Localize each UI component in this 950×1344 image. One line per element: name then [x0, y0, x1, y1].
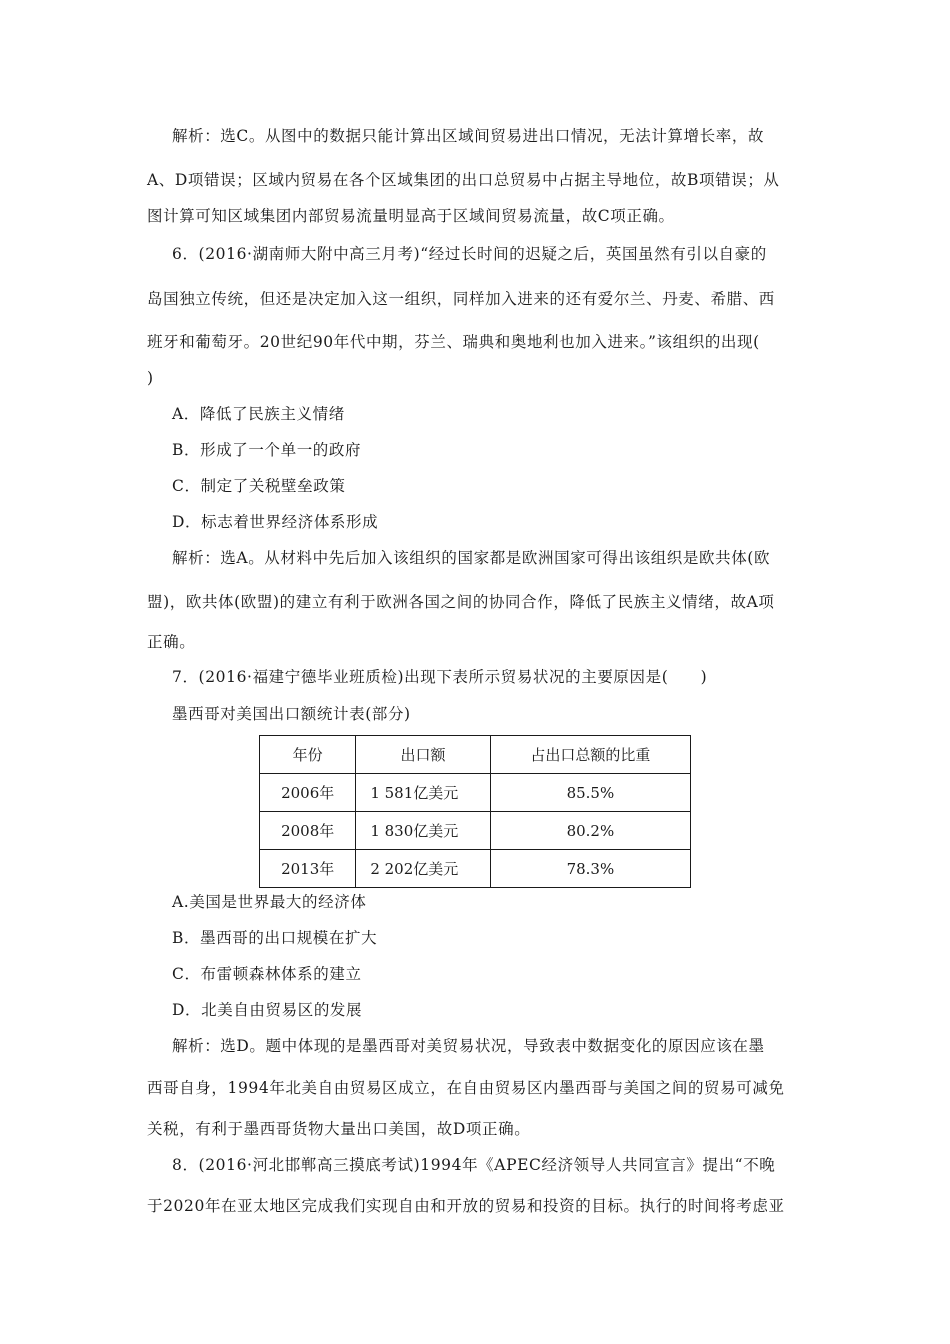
table-header-year: 年份: [260, 736, 356, 774]
q6-stem-line-2: 岛国独立传统，但还是决定加入这一组织，同样加入进来的还有爱尔兰、丹麦、希腊、西: [147, 290, 775, 308]
q6-stem-line-3: 班牙和葡萄牙。20世纪90年代中期，芬兰、瑞典和奥地利也加入进来。”该组织的出现(: [147, 333, 760, 351]
q6-option-c: C．制定了关税壁垒政策: [172, 477, 346, 495]
table-cell-year: 2006年: [260, 774, 356, 812]
table-header-share: 占出口总额的比重: [490, 736, 690, 774]
table-cell-export: 2 202亿美元: [356, 850, 490, 888]
q5-answer-line-1: 解析：选C。从图中的数据只能计算出区域间贸易进出口情况，无法计算增长率，故: [172, 127, 765, 145]
q8-stem-line-1: 8．(2016·河北邯郸高三摸底考试)1994年《APEC经济领导人共同宣言》提出“不晚: [172, 1156, 776, 1174]
table-cell-year: 2013年: [260, 850, 356, 888]
q5-answer-line-3: 图计算可知区域集团内部贸易流量明显高于区域间贸易流量，故C项正确。: [147, 207, 675, 225]
table-header-export: 出口额: [356, 736, 490, 774]
q7-option-d: D．北美自由贸易区的发展: [172, 1001, 363, 1019]
q7-table-caption: 墨西哥对美国出口额统计表(部分): [172, 705, 411, 723]
table-cell-export: 1 581亿美元: [356, 774, 490, 812]
q7-answer-line-3: 关税，有利于墨西哥货物大量出口美国，故D项正确。: [147, 1120, 531, 1138]
q6-answer-line-3: 正确。: [147, 633, 196, 651]
table-cell-export: 1 830亿美元: [356, 812, 490, 850]
q6-option-b: B．形成了一个单一的政府: [172, 441, 362, 459]
q6-answer-line-2: 盟)，欧共体(欧盟)的建立有利于欧洲各国之间的协同合作，降低了民族主义情绪，故A项: [147, 593, 775, 611]
q6-option-a: A．降低了民族主义情绪: [172, 405, 345, 423]
q5-answer-line-2: A、D项错误；区域内贸易在各个区域集团的出口总贸易中占据主导地位，故B项错误；从: [147, 171, 780, 189]
q7-answer-line-2: 西哥自身，1994年北美自由贸易区成立，在自由贸易区内墨西哥与美国之间的贸易可减免: [147, 1079, 785, 1097]
q6-stem-line-1: 6．(2016·湖南师大附中高三月考)“经过长时间的迟疑之后，英国虽然有引以自豪的: [172, 245, 767, 263]
table-row: [260, 850, 691, 888]
table-row: [260, 774, 691, 812]
table-cell-share: 85.5%: [490, 774, 690, 812]
table-header-row: [260, 736, 691, 774]
table-cell-share: 80.2%: [490, 812, 690, 850]
table-cell-year: 2008年: [260, 812, 356, 850]
q7-option-b: B．墨西哥的出口规模在扩大: [172, 929, 378, 947]
q7-stem: 7．(2016·福建宁德毕业班质检)出现下表所示贸易状况的主要原因是( ): [172, 668, 708, 686]
q6-answer-line-1: 解析：选A。从材料中先后加入该组织的国家都是欧洲国家可得出该组织是欧共体(欧: [172, 549, 771, 567]
export-table: [259, 735, 691, 888]
q7-option-a: A.美国是世界最大的经济体: [172, 893, 367, 911]
table-row: [260, 812, 691, 850]
q6-option-d: D．标志着世界经济体系形成: [172, 513, 379, 531]
q7-option-c: C．布雷顿森林体系的建立: [172, 965, 362, 983]
q6-stem-line-4: ): [147, 369, 154, 387]
table-cell-share: 78.3%: [490, 850, 690, 888]
q8-stem-line-2: 于2020年在亚太地区完成我们实现自由和开放的贸易和投资的目标。执行的时间将考虑亚: [147, 1197, 785, 1215]
q7-answer-line-1: 解析：选D。题中体现的是墨西哥对美贸易状况，导致表中数据变化的原因应该在墨: [172, 1037, 765, 1055]
